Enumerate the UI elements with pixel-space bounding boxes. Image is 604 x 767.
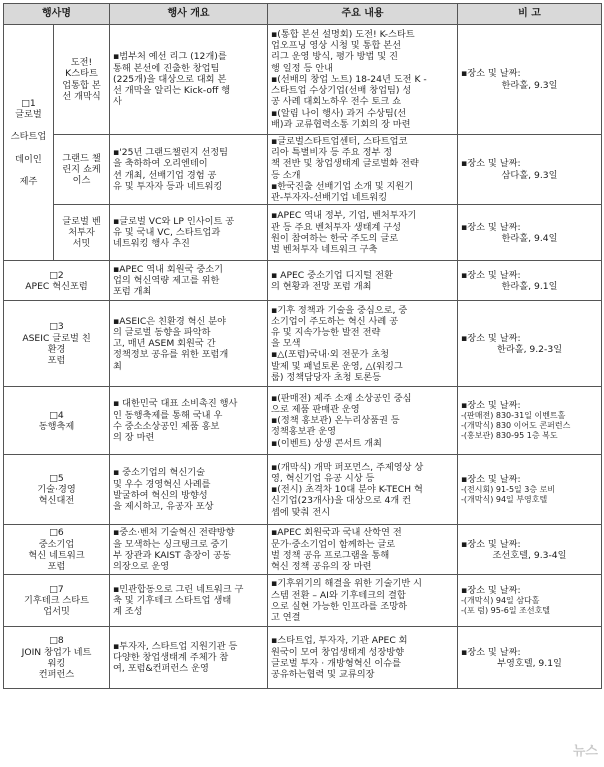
table-row bbox=[4, 25, 602, 135]
table-row bbox=[4, 261, 602, 301]
overview-line: 계 조성 bbox=[113, 606, 143, 618]
content-line: 혁신 정책 공유의 장 마련 bbox=[271, 560, 372, 572]
content-line: 관-투자자-선배기업 네트워킹 bbox=[271, 192, 388, 204]
content-line: 의 현황과 전망 포럼 개최 bbox=[271, 280, 372, 292]
event-name-line: □5 bbox=[49, 472, 64, 484]
overview-line: 선 개막을 알리는 Kick-off 행 bbox=[113, 85, 231, 97]
event-name-cell bbox=[54, 135, 110, 205]
remark-cell bbox=[458, 627, 602, 689]
event-name-line: □6 bbox=[49, 527, 64, 539]
content-line: ▪한국진출 선배기업 소개 및 지원기 bbox=[271, 180, 414, 192]
table-row bbox=[4, 301, 602, 387]
content-line: 공 사례 대회노하우 전수 토크 쇼 bbox=[271, 96, 401, 108]
content-line: ▪APEC 회원국과 국내 산학연 전 bbox=[271, 527, 402, 539]
overview-cell bbox=[110, 575, 268, 627]
event-name-cell bbox=[4, 261, 110, 301]
event-name-line: □4 bbox=[49, 409, 64, 421]
overview-cell bbox=[110, 525, 268, 575]
remark-line: 조선호텔, 9.3-4일 bbox=[492, 549, 567, 561]
remark-line: -(포 럼) 95-6일 조선호텔 bbox=[461, 606, 551, 616]
content-line: 고 연결 bbox=[271, 611, 301, 623]
overview-line: 축 및 기후테크 스타트업 생태 bbox=[113, 595, 232, 607]
overview-line: 포럼 개최 bbox=[113, 286, 152, 298]
event-name-line: 환경 bbox=[47, 343, 66, 355]
event-name-cell bbox=[54, 205, 110, 261]
overview-line: ▪범부처 예선 리그 (12개)를 bbox=[113, 51, 227, 63]
content-line: 글로벌 투자 · 개방형혁신 이슈를 bbox=[271, 657, 401, 669]
overview-cell bbox=[110, 261, 268, 301]
remark-line: 한라홀, 9.3일 bbox=[501, 79, 558, 91]
event-name-line: 혁신대전 bbox=[38, 495, 75, 507]
overview-cell bbox=[110, 301, 268, 387]
overview-line: 의 글로벌 동향을 파악하 bbox=[113, 326, 211, 338]
remark-line: ▪장소 및 날짜: bbox=[461, 68, 521, 80]
group-label-line: 데이인 bbox=[15, 153, 42, 165]
content-line: 리그 운영 방식, 평가 방법 및 진 bbox=[271, 51, 398, 63]
content-cell bbox=[268, 205, 458, 261]
content-line: 원이 참여하는 한국 주도의 글로 bbox=[271, 232, 399, 244]
content-line: 정책홍보관 운영 bbox=[271, 426, 337, 438]
event-name-line: 동행축제 bbox=[38, 420, 75, 432]
overview-line: 션 개최, 선배기업 경험 공 bbox=[113, 169, 217, 181]
content-line: ▪△(포럼)국내·외 전문가 초청 bbox=[271, 349, 389, 361]
remark-line: ▪장소 및 날짜: bbox=[461, 269, 521, 281]
overview-cell bbox=[110, 205, 268, 261]
overview-line: 여, 포럼&컨퍼런스 운영 bbox=[113, 663, 209, 675]
overview-line: ▪중소·벤처 기술혁신 전략방향 bbox=[113, 527, 235, 539]
remark-line: ▪장소 및 날짜: bbox=[461, 221, 521, 233]
content-line: 리아 특별비자 등 주요 정부 정 bbox=[271, 147, 393, 159]
overview-line: ▪민관합동으로 그린 네트워크 구 bbox=[113, 583, 244, 595]
remark-line: ▪장소 및 날짜: bbox=[461, 400, 521, 412]
remark-line: ▪장소 및 날짜: bbox=[461, 538, 521, 550]
content-line: ▪APEC 역내 정부, 기업, 벤처투자기 bbox=[271, 210, 417, 222]
content-line: 관 등 주요 벤처투자 생태계 구성 bbox=[271, 221, 401, 233]
event-name-line: 처투자 bbox=[68, 227, 95, 239]
overview-line: 및 우수 경영혁신 사례를 bbox=[113, 478, 211, 490]
header-row bbox=[4, 4, 602, 25]
header-content: 주요 내용 bbox=[268, 4, 458, 25]
event-name-line: 글로벌 벤 bbox=[62, 215, 101, 227]
header-event-name: 행사명 bbox=[4, 4, 110, 25]
header-remark: 비 고 bbox=[458, 4, 602, 25]
content-line: 벌 벤처투자 네트워크 구축 bbox=[271, 243, 378, 255]
overview-line: 사 bbox=[113, 96, 122, 108]
remark-cell bbox=[458, 455, 602, 525]
event-name-line: JOIN 창업가 네트 bbox=[21, 646, 92, 658]
content-cell bbox=[268, 627, 458, 689]
table-row bbox=[4, 387, 602, 455]
content-line: ▪스타트업, 투자자, 기관 APEC 회 bbox=[271, 635, 408, 647]
event-name-line: K스타트 bbox=[65, 68, 98, 80]
overview-line: 정책정보 공유를 위한 포럼개 bbox=[113, 349, 229, 361]
event-name-line: □7 bbox=[49, 583, 64, 595]
overview-line: ▪'25년 그랜드챌린지 선정팀 bbox=[113, 147, 229, 159]
overview-line: 고, 매년 ASEM 회원국 간 bbox=[113, 338, 216, 350]
remark-line: 부영호텔, 9.1일 bbox=[497, 657, 562, 669]
event-name-line: APEC 혁신포럼 bbox=[25, 280, 88, 292]
content-line: 배)과 교류협력소통 기회의 장 마련 bbox=[271, 118, 411, 130]
event-name-line: 도전! bbox=[70, 57, 93, 69]
content-line: 행 일정 등 안내 bbox=[271, 62, 334, 74]
remark-line: ▪장소 및 날짜: bbox=[461, 585, 521, 597]
group-label-line: 스타트업 bbox=[10, 131, 47, 143]
remark-cell bbox=[458, 261, 602, 301]
content-line: ▪(정책 홍보관) 온누리상품권 등 bbox=[271, 415, 400, 427]
table-row bbox=[4, 627, 602, 689]
remark-line: -(홍보관) 830-95 1층 복도 bbox=[461, 431, 558, 441]
overview-cell bbox=[110, 627, 268, 689]
content-line: 룹) 정책담당자 초청 토론등 bbox=[271, 371, 381, 383]
event-name-line: 중소기업 bbox=[38, 538, 75, 550]
event-name-cell bbox=[4, 387, 110, 455]
remark-cell bbox=[458, 525, 602, 575]
group-global-startup-day-cell bbox=[4, 25, 54, 261]
content-line: 발제 및 패널토론 운영, △(워킹그 bbox=[271, 360, 403, 372]
content-line: 벌 정책 공유 프로그램을 통해 bbox=[271, 549, 390, 561]
remark-cell bbox=[458, 25, 602, 135]
event-name-line: □2 bbox=[49, 269, 64, 281]
content-line: 셉에 맞춰 전시 bbox=[271, 506, 331, 518]
overview-line: (225개)을 대상으로 대회 본 bbox=[113, 73, 227, 85]
table-row bbox=[4, 525, 602, 575]
overview-line: ▪ASEIC은 친환경 혁신 분야 bbox=[113, 315, 227, 327]
remark-line: -(전시회) 91-5일 3층 로비 bbox=[461, 485, 556, 495]
content-cell bbox=[268, 301, 458, 387]
group-label-line bbox=[7, 120, 50, 131]
remark-line: 한라홀, 9.2-3일 bbox=[496, 343, 563, 355]
event-name-line: 혁신 네트워크 bbox=[28, 549, 85, 561]
content-line: 영, 혁신기업 유공 시상 등 bbox=[271, 472, 375, 484]
group-label-line: 제주 bbox=[19, 176, 38, 188]
remark-line: -(개막식) 830 이어도 콘퍼런스 bbox=[461, 421, 571, 431]
overview-line: 통해 본선에 진출한 창업팀 bbox=[113, 62, 220, 74]
overview-line: 을 제시하고, 유공자 포상 bbox=[113, 500, 214, 512]
watermark: 뉴스 bbox=[572, 744, 598, 759]
content-cell bbox=[268, 387, 458, 455]
overview-cell bbox=[110, 455, 268, 525]
remark-line: ▪장소 및 날짜: bbox=[461, 158, 521, 170]
event-name-cell bbox=[4, 575, 110, 627]
overview-line: 의 장 마련 bbox=[113, 431, 155, 443]
event-name-cell bbox=[54, 25, 110, 135]
overview-line: ▪ 대한민국 대표 소비촉진 행사 bbox=[113, 398, 238, 410]
content-line: ▪(통합 본선 설명회) 도전! K-스타트 bbox=[271, 29, 415, 41]
remark-line: 한라홀, 9.1일 bbox=[501, 280, 558, 292]
overview-line: ▪APEC 역내 회원국 중소기 bbox=[113, 263, 224, 275]
content-line: 등 소개 bbox=[271, 169, 301, 181]
header-overview: 행사 개요 bbox=[110, 4, 268, 25]
event-name-line: 포럼 bbox=[47, 354, 66, 366]
content-line: 공유하는협력 및 교류의장 bbox=[271, 668, 375, 680]
overview-line: 인 동행축제를 통해 국내 우 bbox=[113, 409, 223, 421]
remark-cell bbox=[458, 575, 602, 627]
content-line: ▪기후위기의 해결을 위한 기술기반 시 bbox=[271, 578, 423, 590]
content-cell bbox=[268, 261, 458, 301]
remark-line: 한라홀, 9.4일 bbox=[501, 232, 558, 244]
content-line: ▪(전시) 초격차 10대 분야 K-TECH 혁 bbox=[271, 484, 423, 496]
overview-cell bbox=[110, 387, 268, 455]
event-name-cell bbox=[4, 525, 110, 575]
event-name-line: 기술·경영 bbox=[37, 484, 76, 496]
overview-line: 유 및 투자자 등과 네트워킹 bbox=[113, 180, 223, 192]
content-line: 유 및 지속가능한 발전 전략 bbox=[271, 326, 381, 338]
overview-line: 의장으로 운영 bbox=[113, 560, 170, 572]
overview-line: ▪ 중소기업의 혁신기술 bbox=[113, 467, 205, 479]
remark-line: -(개막식) 94일 부영호텔 bbox=[461, 495, 548, 505]
event-name-line: ASEIC 글로벌 친 bbox=[22, 332, 91, 344]
content-cell bbox=[268, 135, 458, 205]
remark-cell bbox=[458, 205, 602, 261]
content-line: 을 모색 bbox=[271, 338, 301, 350]
group-label-line: 글로벌 bbox=[15, 109, 42, 120]
content-line: ▪(이벤트) 상생 콘서트 개최 bbox=[271, 437, 382, 449]
table-row bbox=[4, 205, 602, 261]
event-name-line: 그랜드 챌 bbox=[62, 152, 101, 164]
content-cell bbox=[268, 525, 458, 575]
remark-line: 삼다홀, 9.3일 bbox=[501, 169, 558, 181]
content-line: 원국이 모여 창업생태계 성장방향 bbox=[271, 646, 405, 658]
event-name-line: 선 개막식 bbox=[62, 90, 101, 102]
content-line: 으로 실현 가능한 인프라를 조망하 bbox=[271, 600, 407, 612]
content-line: ▪ APEC 중소기업 디지털 전환 bbox=[271, 269, 393, 281]
content-line: 신기업(23개사)을 대상으로 4개 컨 bbox=[271, 495, 411, 507]
overview-line: 을 축하하여 오리엔테이 bbox=[113, 158, 208, 170]
content-line: ▪(개막식) 개막 퍼포먼스, 주제영상 상 bbox=[271, 461, 424, 473]
overview-line: 수 중소소상공인 제품 홍보 bbox=[113, 420, 220, 432]
content-line: ▪(판매전) 제주 소재 소상공인 중심 bbox=[271, 392, 412, 404]
group-label-line bbox=[7, 143, 50, 154]
event-name-line: □8 bbox=[49, 635, 64, 647]
table-row bbox=[4, 455, 602, 525]
content-line: 소기업이 주도하는 혁신 사례 공 bbox=[271, 315, 399, 327]
event-name-line: 업서밋 bbox=[43, 606, 70, 618]
event-name-line: 이스 bbox=[72, 175, 91, 187]
content-line: 문가·중소기업이 함께하는 글로 bbox=[271, 538, 396, 550]
content-cell bbox=[268, 455, 458, 525]
event-name-cell bbox=[4, 301, 110, 387]
remark-line: ▪장소 및 날짜: bbox=[461, 646, 521, 658]
overview-line: 네트워킹 행사 추진 bbox=[113, 238, 190, 250]
overview-line: 발굴하여 혁신의 방향성 bbox=[113, 489, 208, 501]
table-row bbox=[4, 135, 602, 205]
remark-line: ▪장소 및 날짜: bbox=[461, 474, 521, 486]
content-line: ▪(선배의 창업 노트) 18-24년 도전 K - bbox=[271, 73, 427, 85]
table-row bbox=[4, 575, 602, 627]
content-line: ▪기후 정책과 기술을 중심으로, 중 bbox=[271, 304, 408, 316]
remark-line: -(판매전) 830-31일 이벤트홀 bbox=[461, 411, 566, 421]
overview-line: 업의 혁신역량 제고를 위한 bbox=[113, 275, 220, 287]
content-cell bbox=[268, 575, 458, 627]
content-line: ▪글로벌스타트업센터, 스타트업코 bbox=[271, 136, 408, 147]
overview-line: 유 및 국내 VC, 스타트업과 bbox=[113, 227, 221, 239]
event-name-line: □3 bbox=[49, 321, 64, 333]
event-name-line: 포럼 bbox=[47, 560, 66, 572]
content-line: 스템 전환 – AI와 기후테크의 결합 bbox=[271, 589, 406, 601]
remark-cell bbox=[458, 387, 602, 455]
content-line: 책 전반 및 창업생태계 글로벌화 전략 bbox=[271, 158, 419, 170]
overview-line: 최 bbox=[113, 360, 122, 372]
event-name-line: 기후테크 스타트 bbox=[23, 595, 90, 607]
remark-cell bbox=[458, 135, 602, 205]
remark-line: ▪장소 및 날짜: bbox=[461, 332, 521, 344]
overview-line: 다양한 창업생태계 주체가 참 bbox=[113, 652, 229, 664]
remark-line: -(개막식) 94일 삼다홀 bbox=[461, 596, 540, 606]
event-name-line: 업통합 본 bbox=[62, 79, 101, 91]
overview-line: 을 모색하는 싱크탱크로 중기 bbox=[113, 538, 229, 550]
group-label-line bbox=[7, 165, 50, 176]
overview-line: ▪글로벌 VC와 LP 인사이트 공 bbox=[113, 215, 235, 227]
overview-line: 부 장관과 KAIST 총장이 공동 bbox=[113, 549, 231, 561]
content-line: ▪(알림 나이 행사) 과거 수상팀(선 bbox=[271, 107, 407, 119]
event-name-line: 서밋 bbox=[72, 238, 91, 250]
event-name-cell bbox=[4, 627, 110, 689]
event-name-line: 워킹 bbox=[47, 657, 66, 669]
event-name-cell bbox=[4, 455, 110, 525]
content-line: 스타트업 수상기업(선배 창업팀) 성 bbox=[271, 85, 412, 97]
content-cell bbox=[268, 25, 458, 135]
content-line: 으로 제품 판매관 운영 bbox=[271, 403, 360, 415]
remark-cell bbox=[458, 301, 602, 387]
overview-line: ▪투자자, 스타트업 지원기관 등 bbox=[113, 640, 238, 652]
events-table bbox=[3, 3, 602, 689]
group-label-line: □1 bbox=[21, 97, 36, 109]
content-line: 업오프닝 영상 시청 및 통합 본선 bbox=[271, 40, 401, 52]
overview-cell bbox=[110, 135, 268, 205]
overview-cell bbox=[110, 25, 268, 135]
event-name-line: 컨퍼런스 bbox=[38, 668, 75, 680]
event-name-line: 린지 쇼케 bbox=[62, 164, 101, 175]
